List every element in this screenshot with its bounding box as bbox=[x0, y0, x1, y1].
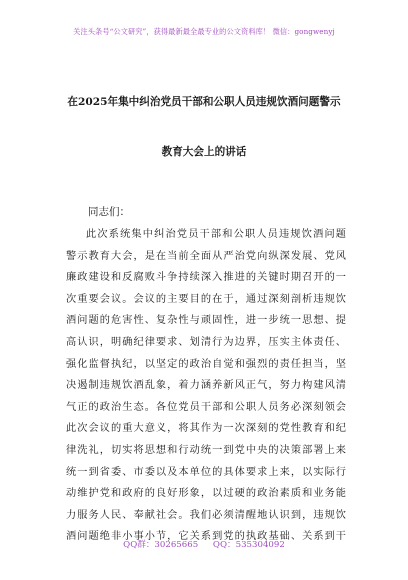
body-line: 高认识，明确纪律要求、划清行为边界，压实主体责任、 bbox=[66, 336, 346, 348]
body-line: 强化监督执纪，以坚定的政治自觉和强烈的责任担当，坚 bbox=[66, 358, 346, 370]
body-line: 气正的政治生态。各位党员干部和公职人员务必深刻领会 bbox=[66, 401, 346, 413]
body-line: 酒问题绝非小事小节，它关系到党的执政基础、关系到干 bbox=[66, 531, 346, 543]
salutation: 同志们： bbox=[88, 206, 130, 218]
footer-contact bbox=[0, 538, 408, 550]
body-text bbox=[66, 224, 346, 548]
body-line: 律洗礼，切实将思想和行动统一到党中央的决策部署上来 bbox=[66, 444, 346, 456]
body-line: 警示教育大会，是在当前全面从严治党向纵深发展、党风 bbox=[66, 250, 346, 262]
footer-qq: QQ：535304092 bbox=[212, 540, 285, 550]
body-line: 廉政建设和反腐败斗争持续深入推进的关键时期召开的一 bbox=[66, 272, 346, 284]
body-line: 动维护党和政府的良好形象，以过硬的政治素质和业务能 bbox=[66, 488, 346, 500]
footer-qq-group: QQ群：30265665 bbox=[123, 540, 199, 550]
header-banner: 关注头条号“公文研究”，获得最新最全最专业的公文资料库！ 微信：gongwenyj bbox=[73, 27, 335, 36]
body-line: 决遏制违规饮酒乱象，着力涵养新风正气，努力构建风清 bbox=[66, 380, 346, 392]
body-line: 力服务人民、奉献社会。我们必须清醒地认识到，违规饮 bbox=[66, 509, 346, 521]
body-line: 统一到省委、市委以及本单位的具体要求上来，以实际行 bbox=[66, 466, 346, 478]
body-line: 次重要会议。会议的主要目的在于，通过深刻剖析违规饮 bbox=[66, 293, 346, 305]
body-line: 此次系统集中纠治党员干部和公职人员违规饮酒问题 bbox=[86, 229, 346, 240]
document-title-line-1: 在2025年集中纠治党员干部和公职人员违规饮酒问题警示 bbox=[67, 96, 341, 108]
document-title-line-2: 教育大会上的讲话 bbox=[161, 146, 247, 158]
body-line: 酒问题的危害性、复杂性与顽固性，进一步统一思想、提 bbox=[66, 315, 346, 327]
body-line: 此次会议的重大意义，将其作为一次深刻的党性教育和纪 bbox=[66, 423, 346, 435]
